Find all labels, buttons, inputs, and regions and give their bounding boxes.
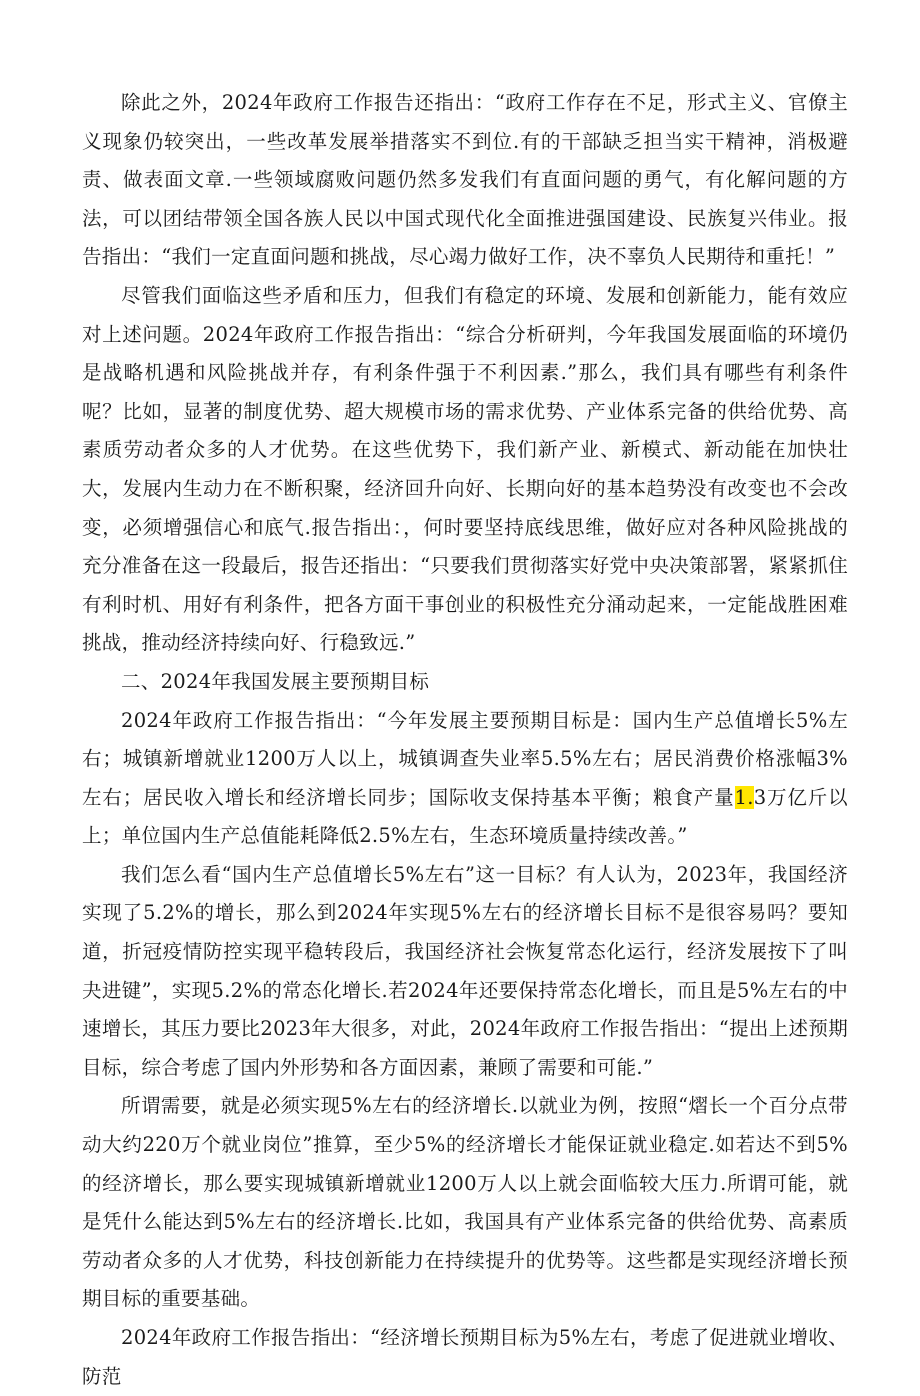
paragraph-need-possibility: 所谓需要，就是必须实现5%左右的经济增长.以就业为例，按照“熠长一个百分点带动大约220万个就业岗位”推算，至少5%的经济增长才能保证就业稳定.如若达不到5%的经济增长，那么要实现城镇新增就业1200万人以上就会面临较大压力.所谓可能，就是凭什么能达到5%左右的经济增长.比如，我国具有产业体系完备的供给优势、高素质劳动者众多的人才优势，科技创新能力在持续提升的优势等。这些都是实现经济增长预期目标的重要基础。 (82, 1094, 848, 1311)
highlighted-text: 1. (734, 785, 754, 809)
paragraph-targets-part-1: 2024年政府工作报告指出：“今年发展主要预期目标是：国内生产总值增长5%左右；城镇新增就业1200万人以上，城镇调查失业率5.5%左右；居民消费价格涨幅3%左右；居民收入增长和经济增长同步；国际收支保持基本平衡；粮食产量 (82, 708, 848, 809)
paragraph-targets-part-2: 3万亿斤以上；单位国内生产总值能耗降低2.5%左右，生态环境质量持续改善。” (82, 785, 848, 848)
paragraph-targets (82, 702, 848, 856)
paragraph-growth-view: 我们怎么看“国内生产总值增长5%左右”这一目标？有人认为，2023年，我国经济实现了5.2%的增长，那么到2024年实现5%左右的经济增长目标不是很容易吗？要知道，折冠疫情防控实现平稳转段后，我国经济社会恢复常态化运行，经济发展按下了叫夬进键”，实现5.2%的常态化增长.若2024年还要保持常态化增长，而且是5%左右的中速增长，其压力要比2023年大很多，对此，2024年政府工作报告指出：“提出上述预期目标，综合考虑了国内外形势和各方面因素，兼顾了需要和可能.” (82, 862, 848, 1079)
paragraph-last: 2024年政府工作报告指出：“经济增长预期目标为5%左右，考虑了促进就业增收、防范 (82, 1326, 848, 1388)
paragraph-1: 除此之外，2024年政府工作报告还指出：“政府工作存在不足，形式主义、官僚主义现象仍较突出，一些改革发展举措落实不到位.有的干部缺乏担当实干精神，消极避责、做表面文章.一些领域腐败问题仍然多发我们有直面问题的勇气，有化解问题的方法，可以团结带领全国各族人民以中国式现代化全面推进强国建设、民族复兴伟业。报告指出：“我们一定直面问题和挑战，尽心竭力做好工作，决不辜负人民期待和重托！” (82, 91, 848, 269)
paragraph-2: 尽管我们面临这些矛盾和压力，但我们有稳定的环境、发展和创新能力，能有效应对上述问题。2024年政府工作报告指出：“综合分析研判，今年我国发展面临的环境仍是战略机遇和风险挑战并存，有利条件强于不利因素.”那么，我们具有哪些有利条件呢？比如，显著的制度优势、超大规模市场的需求优势、产业体系完备的供给优势、高素质劳动者众多的人才优势。在这些优势下，我们新产业、新模式、新动能在加快壮大，发展内生动力在不断积聚，经济回升向好、长期向好的基本趋势没有改变也不会改变，必须增强信心和底气.报告指出：，何时要坚持底线思维，做好应对各种风险挑战的充分准备在这一段最后，报告还指出：“只要我们贯彻落实好党中央决策部署，紧紧抓住有利时机、用好有利条件，把各方面干事创业的积极性充分涌动起来，一定能战胜困难挑战，推动经济持续向好、行稳致远.” (82, 283, 848, 655)
document-body (82, 84, 848, 1396)
section-heading: 二、2024年我国发展主要预期目标 (121, 669, 430, 693)
